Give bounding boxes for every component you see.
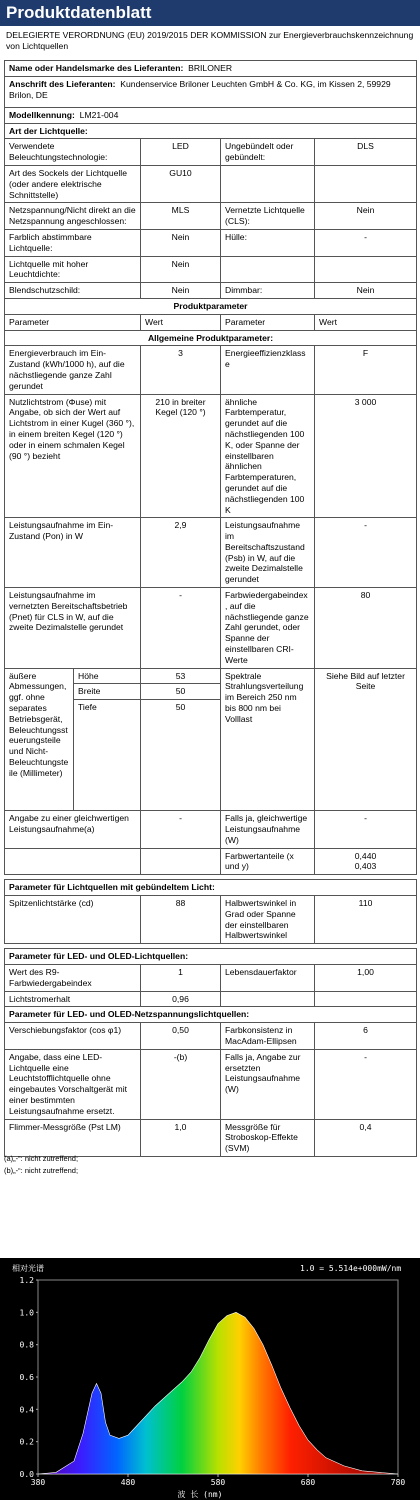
supplier-name-value: BRILONER <box>188 63 233 73</box>
param-label: Energieverbrauch im Ein-Zustand (kWh/1000 h), auf die nächstliegende ganze Zahl gerundet <box>5 346 141 394</box>
param-label: Ungebündelt oder gebündelt: <box>221 139 315 166</box>
x-tick-label: 780 <box>390 1478 406 1487</box>
param-label: Vernetzte Lichtquelle (CLS): <box>221 203 315 230</box>
param-value: - <box>315 229 417 256</box>
param-label: Farbwiedergabeindex, auf die nächstliegende ganze Zahl gerundet, oder Spanne der einstellbaren CRI-Werte <box>221 588 315 669</box>
x-tick-label: 580 <box>210 1478 226 1487</box>
model-label: Modellkennung: <box>9 109 75 120</box>
param-value: Nein <box>315 203 417 230</box>
param-label: Lichtquelle mit hoher Leuchtdichte: <box>5 256 141 283</box>
chroma-y-value: 0,403 <box>354 861 377 872</box>
led-oled-heading: Parameter für LED- und OLED-Lichtquellen: <box>5 949 417 965</box>
param-value: 80 <box>315 588 417 669</box>
dim-depth-label: Tiefe <box>78 702 97 713</box>
param-label: Lebensdauerfaktor <box>221 965 315 992</box>
led-mains-heading: Parameter für LED- und OLED-Netzspannungslichtquellen: <box>5 1007 417 1023</box>
table-row <box>5 991 417 1007</box>
spectral-value: Siehe Bild auf letzter Seite <box>315 668 417 811</box>
param-label: Verschiebungsfaktor (cos φ1) <box>5 1023 141 1050</box>
directional-heading: Parameter für Lichtquellen mit gebündeltem Licht: <box>5 880 417 896</box>
y-tick-label: 1.0 <box>19 1308 34 1318</box>
x-axis-label: 波 长 (nm) <box>177 1490 223 1499</box>
column-header-row <box>5 314 417 330</box>
y-tick-label: 0.0 <box>19 1470 34 1479</box>
param-label: Spitzenlichtstärke (cd) <box>5 896 141 944</box>
table-row <box>5 165 417 202</box>
y-tick-label: 0.2 <box>19 1437 34 1447</box>
supplier-name-row <box>5 61 417 77</box>
param-value: 110 <box>315 896 417 944</box>
dimensions-row <box>5 668 417 811</box>
param-value: 1,00 <box>315 965 417 992</box>
param-value: - <box>141 811 221 848</box>
param-value: 0,96 <box>141 991 221 1007</box>
col-param-header: Parameter <box>5 314 141 330</box>
general-params-heading: Allgemeine Produktparameter: <box>5 330 417 346</box>
param-value: 0,4 <box>315 1119 417 1156</box>
table-row <box>5 394 417 518</box>
table-row <box>5 283 417 299</box>
param-label: Wert des R9-Farbwiedergabeindex <box>5 965 141 992</box>
param-value: 1,0 <box>141 1119 221 1156</box>
y-tick-label: 0.6 <box>19 1373 34 1382</box>
param-label: ähnliche Farbtemperatur, gerundet auf die nächstliegenden 100 K, oder Spanne der einstellbaren ähnlichen Farbtemperaturen, gerundet auf die nächstliegenden 100 K <box>221 394 315 518</box>
param-label: Angabe zu einer gleichwertigen Leistungsaufnahme(a) <box>5 811 141 848</box>
x-tick-label: 480 <box>120 1478 136 1487</box>
dim-depth-value: 50 <box>175 702 186 713</box>
param-label: Netzspannung/Nicht direkt an die Netzspannung angeschlossen: <box>5 203 141 230</box>
supplier-name-label: Name oder Handelsmarke des Lieferanten: <box>9 63 184 73</box>
table-row <box>5 811 417 848</box>
param-value: DLS <box>315 139 417 166</box>
table-row <box>5 588 417 669</box>
param-label: Messgröße für Stroboskop-Effekte (SVM) <box>221 1119 315 1156</box>
dim-width-value: 50 <box>141 684 220 700</box>
table-row <box>5 896 417 944</box>
param-label: Falls ja, gleichwertige Leistungsaufnahme (W) <box>221 811 315 848</box>
param-value: - <box>315 1049 417 1119</box>
footnotes <box>4 1153 78 1177</box>
dim-height-label: Höhe <box>74 669 141 684</box>
supplier-address-row <box>5 76 417 107</box>
model-value: LM21-004 <box>79 109 119 120</box>
y-tick-label: 0.8 <box>19 1340 34 1350</box>
param-value: Nein <box>141 283 221 299</box>
param-value: F <box>315 346 417 394</box>
x-tick-label: 680 <box>300 1478 316 1487</box>
param-label: Lichtstromerhalt <box>5 991 141 1007</box>
param-value: Nein <box>141 229 221 256</box>
param-label: Dimmbar: <box>221 283 315 299</box>
param-value: - <box>141 588 221 669</box>
param-value: LED <box>141 139 221 166</box>
param-label: Leistungsaufnahme im Ein-Zustand (Pon) in W <box>5 518 141 588</box>
col-param-header: Parameter <box>221 314 315 330</box>
param-label: Energieeffizienzklasse <box>221 346 315 394</box>
param-value: 0,50 <box>141 1023 221 1050</box>
param-value: 3 <box>141 346 221 394</box>
col-value-header: Wert <box>141 314 221 330</box>
chart-title: 相对光谱 <box>12 1264 44 1273</box>
supplier-address-value: Kundenservice Briloner Leuchten GmbH & Co. KG, im Kissen 2, 59929 Brilon, DE <box>9 78 391 100</box>
table-row <box>5 1023 417 1050</box>
param-value: 2,9 <box>141 518 221 588</box>
table-row <box>5 1119 417 1156</box>
param-label: Hülle: <box>221 229 315 256</box>
param-label: Nutzlichtstrom (Φuse) mit Angabe, ob sich der Wert auf Lichtstrom in einer Kugel (360 °), in einem breiten Kegel (120 °) oder in einem schmalen Kegel (90 °) bezieht <box>5 394 141 518</box>
supplier-address-label: Anschrift des Lieferanten: <box>9 78 116 89</box>
param-label: Halbwertswinkel in Grad oder Spanne der einstellbaren Halbwertswinkel <box>221 896 315 944</box>
dim-width-label: Breite <box>74 684 141 700</box>
param-label: Farbkonsistenz in MacAdam-Ellipsen <box>221 1023 315 1050</box>
lamp-type-heading: Art der Lichtquelle: <box>5 123 417 139</box>
param-label: Verwendete Beleuchtungstechnologie: <box>5 139 141 166</box>
param-label: Angabe, dass eine LED-Lichtquelle eine Leuchtstofflichtquelle ohne eingebautes Vorschaltgerät mit einer bestimmten Leistungsaufnahme ersetzt. <box>5 1049 141 1119</box>
col-value-header: Wert <box>315 314 417 330</box>
product-data-table <box>4 60 417 1157</box>
param-label: Blendschutzschild: <box>5 283 141 299</box>
param-value: Nein <box>141 256 221 283</box>
param-value: 3 000 <box>315 394 417 518</box>
x-tick-label: 380 <box>30 1478 46 1487</box>
model-row <box>5 107 417 123</box>
chromaticity-row <box>5 848 417 875</box>
param-label: Flimmer-Messgröße (Pst LM) <box>5 1119 141 1156</box>
param-value: 6 <box>315 1023 417 1050</box>
param-label: Falls ja, Angabe zur ersetzten Leistungsaufnahme (W) <box>221 1049 315 1119</box>
y-tick-label: 0.4 <box>19 1405 34 1415</box>
table-row <box>5 256 417 283</box>
regulation-text: DELEGIERTE VERORDNUNG (EU) 2019/2015 DER KOMMISSION zur Energieverbrauchskennzeichnung von Lichtquellen <box>6 30 414 51</box>
table-row <box>5 965 417 992</box>
chroma-x-value: 0,440 <box>354 850 377 861</box>
spectral-label: Spektrale Strahlungsverteilung im Bereich 250 nm bis 800 nm bei Volllast <box>221 668 315 811</box>
table-row <box>5 518 417 588</box>
param-value: MLS <box>141 203 221 230</box>
page-title: Produktdatenblatt <box>0 0 420 26</box>
chart-scale-note: 1.0 = 5.514e+000mW/nm <box>300 1264 402 1273</box>
table-row <box>5 1049 417 1119</box>
product-params-heading: Produktparameter <box>5 298 417 314</box>
table-row <box>5 229 417 256</box>
dimensions-label: äußere Abmessungen, ggf. ohne separates Betriebsgerät, Beleuchtungssteuerungsteile und Nicht-Beleuchtungsteile (Millimeter) <box>5 669 74 811</box>
param-value: - <box>315 811 417 848</box>
param-value: GU10 <box>141 165 221 202</box>
param-label <box>5 668 141 811</box>
param-value: - <box>315 518 417 588</box>
table-row <box>5 203 417 230</box>
param-label: Art des Sockels der Lichtquelle (oder andere elektrische Schnittstelle) <box>5 165 141 202</box>
param-label: Leistungsaufnahme im Bereitschaftszustand (Psb) in W, auf die zweite Dezimalstelle gerundet <box>221 518 315 588</box>
y-tick-label: 1.2 <box>19 1276 34 1285</box>
param-value: 88 <box>141 896 221 944</box>
table-row <box>5 346 417 394</box>
param-value: 210 in breiter Kegel (120 °) <box>141 394 221 518</box>
param-label: Farbwertanteile (x und y) <box>221 848 315 875</box>
spectrum-svg <box>0 1258 420 1500</box>
footnote-a: (a)„-“: nicht zutreffend; <box>4 1154 79 1163</box>
param-value: 1 <box>141 965 221 992</box>
spectrum-area <box>38 1312 398 1474</box>
spectrum-chart <box>0 1258 420 1500</box>
dim-height-value: 53 <box>141 669 220 685</box>
param-value: -(b) <box>141 1049 221 1119</box>
param-value: Nein <box>315 283 417 299</box>
footnote-b: (b)„-“: nicht zutreffend; <box>4 1166 79 1175</box>
table-row <box>5 139 417 166</box>
param-label: Leistungsaufnahme im vernetzten Bereitschaftsbetrieb (Pnet) für CLS in W, auf die zweite Dezimalstelle gerundet <box>5 588 141 669</box>
param-label: Farblich abstimmbare Lichtquelle: <box>5 229 141 256</box>
